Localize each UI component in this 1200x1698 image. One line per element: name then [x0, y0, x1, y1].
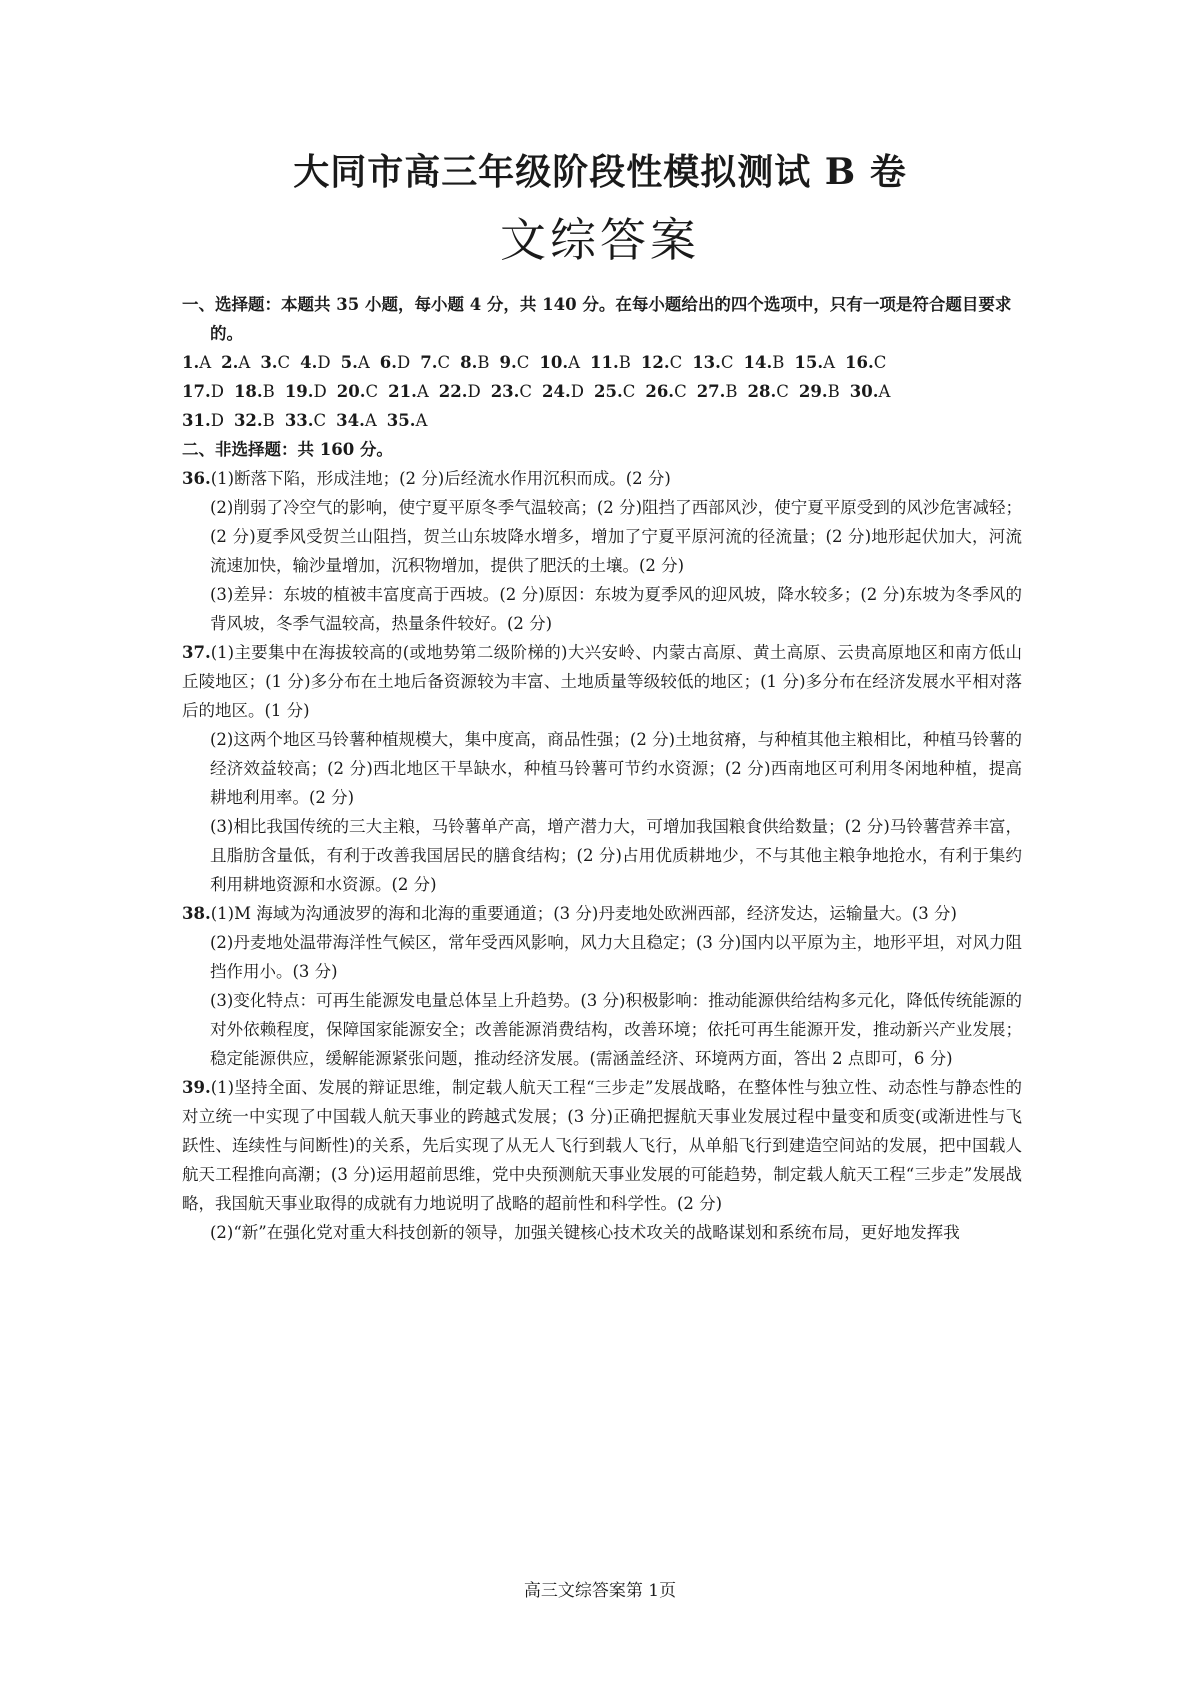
mc-answer-number: 2. [221, 353, 239, 372]
mc-answer-number: 27. [696, 382, 726, 401]
mc-answer-number: 31. [182, 411, 211, 430]
mc-answer-choice: A [364, 411, 377, 430]
mc-answer-number: 29. [798, 382, 828, 401]
mc-answer-item [388, 382, 429, 401]
mc-answer-number: 8. [460, 353, 478, 372]
mc-answer-choice: C [622, 382, 636, 401]
mc-answer-item [539, 353, 580, 372]
mc-answer-number: 1. [182, 353, 200, 372]
mc-answer-item [460, 353, 489, 372]
mc-answer-row-1 [182, 348, 1022, 377]
mc-answer-choice: D [313, 382, 327, 401]
question-36-part2: (2)削弱了冷空气的影响，使宁夏平原冬季气温较高；(2 分)阻挡了西部风沙，使宁夏平原受到的风沙危害减轻；(2 分)夏季风受贺兰山阻挡，贺兰山东坡降水增多，增加了宁夏平原河流的径流量；(2 分)地形起伏加大，河流流速加快，输沙量增加，沉积物增加，提供了肥沃的土壤。(2 分) [210, 498, 1023, 575]
mc-answer-item [794, 353, 835, 372]
mc-answer-choice: B [262, 411, 275, 430]
mc-answer-number: 5. [340, 353, 358, 372]
mc-answer-number: 10. [539, 353, 569, 372]
mc-answer-number: 17. [182, 382, 211, 401]
mc-answer-item [182, 353, 211, 372]
mc-answer-item [387, 411, 428, 430]
question-39 [182, 1073, 1022, 1247]
mc-answer-item [491, 382, 532, 401]
question-38-part1: (1)M 海域为沟通波罗的海和北海的重要通道；(3 分)丹麦地处欧洲西部，经济发达，运输量大。(3 分) [210, 904, 957, 923]
mc-answer-choice: A [568, 353, 580, 372]
question-39-number: 39. [182, 1078, 211, 1097]
question-39-part2: (2)“新”在强化党对重大科技创新的领导，加强关键核心技术攻关的战略谋划和系统布局，更好地发挥我 [210, 1223, 960, 1242]
mc-answer-item [542, 382, 584, 401]
mc-answer-choice: B [827, 382, 840, 401]
mc-answer-number: 20. [336, 382, 366, 401]
mc-answer-item [260, 353, 290, 372]
mc-answer-number: 32. [233, 411, 263, 430]
mc-answer-choice: D [467, 382, 481, 401]
mc-answer-item [380, 353, 410, 372]
mc-answer-number: 26. [645, 382, 675, 401]
mc-answer-choice: C [437, 353, 451, 372]
mc-answer-item [234, 382, 275, 401]
mc-answer-item [420, 353, 450, 372]
mc-answer-item [336, 411, 377, 430]
mc-answer-item [645, 382, 686, 401]
mc-answer-number: 7. [420, 353, 438, 372]
mc-answer-choice: C [365, 382, 379, 401]
mc-answer-number: 12. [640, 353, 670, 372]
mc-answer-choice: B [477, 353, 490, 372]
question-38 [182, 899, 1022, 1073]
mc-answer-row-2 [182, 377, 1022, 406]
mc-answer-item [337, 382, 378, 401]
mc-answer-number: 19. [284, 382, 314, 401]
mc-answer-item [692, 353, 733, 372]
mc-answer-choice: A [878, 382, 891, 401]
mc-answer-item [500, 353, 530, 372]
mc-answer-number: 22. [438, 382, 468, 401]
mc-answer-number: 30. [849, 382, 879, 401]
mc-answer-number: 3. [260, 353, 278, 372]
mc-answer-list [182, 348, 1022, 435]
question-36-part3: (3)差异：东坡的植被丰富度高于西坡。(2 分)原因：东坡为夏季风的迎风坡，降水较多；(2 分)东坡为冬季风的背风坡，冬季气温较高，热量条件较好。(2 分) [210, 585, 1022, 633]
mc-answer-choice: C [776, 382, 789, 401]
mc-answer-number: 21. [388, 382, 417, 401]
mc-answer-choice: D [317, 353, 331, 372]
mc-answer-item [300, 353, 330, 372]
mc-answer-number: 4. [300, 353, 318, 372]
mc-answer-number: 16. [845, 353, 874, 372]
question-36 [182, 464, 1022, 638]
mc-answer-choice: A [416, 382, 429, 401]
exam-title: 大同市高三年级阶段性模拟测试 B 卷 [293, 151, 907, 193]
mc-answer-number: 9. [499, 353, 517, 372]
mc-answer-number: 34. [336, 411, 365, 430]
mc-answer-item [799, 382, 840, 401]
question-39-part1: (1)坚持全面、发展的辩证思维，制定载人航天工程“三步走”发展战略，在整体性与独立性、动态性与静态性的对立统一中实现了中国载人航天事业的跨越式发展；(3 分)正确把握航天事业发展过程中量变和质变(或渐进性与飞跃性、连续性与间断性)的关系，先后实现了从无人飞行到载人飞行，从单船飞行到建造空间站的发展，把中国载人航天工程推向高潮；(3 分)运用超前思维，党中央预测航天事业发展的可能趋势，制定载人航天工程“三步走”发展战略，我国航天事业取得的成就有力地说明了战略的超前性和科学性。(2 分) [182, 1078, 1022, 1213]
mc-answer-item [748, 382, 789, 401]
mc-answer-item [590, 353, 631, 372]
question-37-part1: (1)主要集中在海拔较高的(或地势第二级阶梯的)大兴安岭、内蒙古高原、黄土高原、云贵高原地区和南方低山丘陵地区；(1 分)多分布在土地后备资源较为丰富、土地质量等级较低的地区；(1 分)多分布在经济发展水平相对落后的地区。(1 分) [182, 643, 1022, 720]
question-37-number: 37. [182, 643, 211, 662]
mc-answer-item [845, 353, 886, 372]
question-37-part2: (2)这两个地区马铃薯种植规模大，集中度高，商品性强；(2 分)土地贫瘠，与种植其他主粮相比，种植马铃薯的经济效益较高；(2 分)西北地区干旱缺水，种植马铃薯可节约水资源；(2 分)西南地区可利用冬闲地种植，提高耕地利用率。(2 分) [210, 730, 1022, 807]
question-38-part2: (2)丹麦地处温带海洋性气候区，常年受西风影响，风力大且稳定；(3 分)国内以平原为主，地形平坦，对风力阻挡作用小。(3 分) [210, 933, 1022, 981]
mc-answer-choice: B [618, 353, 631, 372]
mc-answer-item [285, 382, 327, 401]
mc-answer-item [697, 382, 738, 401]
mc-answer-choice: C [674, 382, 687, 401]
mc-answer-item [641, 353, 682, 372]
mc-answer-number: 15. [794, 353, 824, 372]
mc-answer-choice: C [873, 353, 887, 372]
mc-answer-item [234, 411, 275, 430]
section1-heading: 一、选择题：本题共 35 小题，每小题 4 分，共 140 分。在每小题给出的四个选项中，只有一项是符合题目要求 [182, 295, 1012, 314]
question-36-number: 36. [182, 469, 211, 488]
mc-answer-choice: B [725, 382, 738, 401]
mc-answer-choice: A [238, 353, 251, 372]
question-38-part3: (3)变化特点：可再生能源发电量总体呈上升趋势。(3 分)积极影响：推动能源供给结构多元化，降低传统能源的对外依赖程度，保障国家能源安全；改善能源消费结构，改善环境；依托可再生能源开发，推动新兴产业发展；稳定能源供应，缓解能源紧张问题，推动经济发展。(需涵盖经济、环境两方面，答出 2 点即可，6 分) [210, 991, 1022, 1068]
mc-answer-choice: C [277, 353, 291, 372]
section1-heading-continued: 的。 [210, 324, 243, 343]
mc-answer-choice: D [210, 411, 224, 430]
mc-answer-item [850, 382, 891, 401]
mc-answer-choice: B [262, 382, 275, 401]
question-36-part1: (1)断落下陷，形成洼地；(2 分)后经流水作用沉积而成。(2 分) [210, 469, 671, 488]
mc-answer-number: 11. [590, 353, 619, 372]
mc-answer-item [744, 353, 785, 372]
mc-answer-choice: A [823, 353, 836, 372]
mc-answer-choice: D [210, 382, 224, 401]
mc-answer-item [439, 382, 481, 401]
mc-answer-item [221, 353, 250, 372]
mc-answer-number: 6. [379, 353, 398, 372]
question-37-part3: (3)相比我国传统的三大主粮，马铃薯单产高，增产潜力大，可增加我国粮食供给数量；(2 分)马铃薯营养丰富，且脂肪含量低，有利于改善我国居民的膳食结构；(2 分)占用优质耕地少，不与其他主粮争地抢水，有利于集约利用耕地资源和水资源。(2 分) [210, 817, 1022, 894]
mc-answer-item [341, 353, 370, 372]
mc-answer-item [594, 382, 635, 401]
mc-answer-choice: C [516, 353, 530, 372]
mc-answer-choice: B [772, 353, 785, 372]
mc-answer-item [285, 411, 326, 430]
mc-answer-number: 23. [490, 382, 520, 401]
section2-heading: 二、非选择题：共 160 分。 [182, 440, 393, 459]
mc-answer-choice: C [313, 411, 327, 430]
page-footer: 高三文综答案第 1页 [523, 1581, 677, 1601]
mc-answer-number: 13. [692, 353, 721, 372]
exam-subtitle: 文综答案 [500, 213, 700, 267]
answer-content [182, 290, 1022, 1247]
mc-answer-number: 24. [542, 382, 571, 401]
mc-answer-number: 25. [594, 382, 623, 401]
question-37 [182, 638, 1022, 899]
mc-answer-row-3 [182, 406, 1022, 435]
mc-answer-choice: D [570, 382, 584, 401]
mc-answer-number: 35. [386, 411, 416, 430]
mc-answer-number: 14. [743, 353, 773, 372]
mc-answer-item [182, 382, 224, 401]
mc-answer-choice: C [669, 353, 683, 372]
mc-answer-choice: A [199, 353, 212, 372]
mc-answer-number: 18. [233, 382, 263, 401]
mc-answer-choice: A [357, 353, 370, 372]
mc-answer-choice: D [397, 353, 411, 372]
mc-answer-item [182, 411, 224, 430]
mc-answer-choice: A [415, 411, 428, 430]
mc-answer-choice: C [720, 353, 734, 372]
mc-answer-number: 33. [284, 411, 314, 430]
mc-answer-choice: C [519, 382, 533, 401]
question-38-number: 38. [182, 904, 211, 923]
mc-answer-number: 28. [747, 382, 777, 401]
